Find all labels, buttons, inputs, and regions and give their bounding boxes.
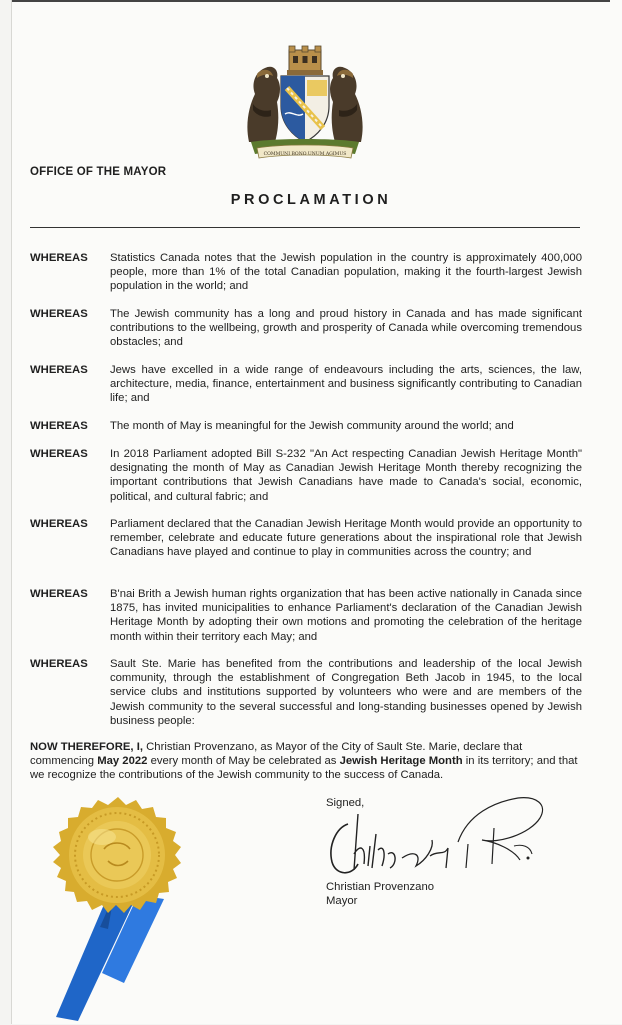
- now-therefore-lead: NOW THEREFORE, I,: [30, 741, 143, 753]
- declaration-text-2: every month of May be celebrated as: [147, 755, 340, 768]
- clause-text: Sault Ste. Marie has benefited from the contributions and leadership of the local Jewish community, through the establishment of Congregation Beth Jacob in 1945, to the local service clubs and institutions supported by volunteers who were and are members of the Jewish community to the several successful and long-standing businesses opened by Jewish business people:: [110, 658, 582, 727]
- gold-seal-with-ribbon: [38, 795, 198, 1025]
- clause-text: Statistics Canada notes that the Jewish population in the country is approximately 400,000 people, more than 1% of the total Canadian population, making it the fourth-largest Jewish population in the world; and: [110, 252, 582, 293]
- whereas-label: WHEREAS: [30, 420, 88, 432]
- page-title: PROCLAMATION: [230, 192, 392, 208]
- handwritten-signature: [318, 784, 554, 884]
- whereas-label: WHEREAS: [30, 588, 88, 600]
- page-top-edge: [12, 0, 610, 2]
- signatory-name: Christian Provenzano: [326, 881, 435, 893]
- signatory-block: [326, 880, 434, 908]
- signed-label: Signed,: [326, 797, 365, 809]
- signatory-title: Mayor: [326, 895, 358, 907]
- crest-motto: COMMUNI BONO UNUM AGIMUS: [263, 152, 347, 157]
- declaration-text-3: in its territory; and that we recognize the contributions of the Jewish community to the success of Canada.: [30, 755, 578, 782]
- whereas-label: WHEREAS: [30, 448, 88, 460]
- whereas-label: WHEREAS: [30, 518, 88, 530]
- declaration-text-1: Christian Provenzano, as Mayor of the City of Sault Ste. Marie, declare that commencing: [30, 741, 523, 768]
- blue-ribbon: [56, 893, 164, 1021]
- gold-seal: [53, 797, 181, 913]
- declaration-observance: Jewish Heritage Month: [339, 755, 463, 768]
- clause-text: The Jewish community has a long and proud history in Canada and has made significant contributions to the wellbeing, growth and prosperity of Canada while overcoming tremendous obstacles; and: [110, 308, 582, 349]
- now-therefore-declaration: [30, 740, 582, 783]
- clause-text: B'nai Brith a Jewish human rights organization that has been active nationally in Canada since 1875, has invited municipalities to enhance Parliament's declaration of the Canadian Jewish Heritage Month by adopting their own motions and promoting the celebration of the heritage month within their territory each May; and: [110, 588, 582, 643]
- office-heading: OFFICE OF THE MAYOR: [30, 166, 167, 178]
- city-crest-logo: [243, 44, 367, 162]
- clause-text: The month of May is meaningful for the Jewish community around the world; and: [110, 420, 514, 432]
- clause-text: In 2018 Parliament adopted Bill S-232 "An Act respecting Canadian Jewish Heritage Month" designating the month of May as Canadian Jewish Heritage Month thereby recognizing the important contributions that Jewish Canadians have made to Canada's social, economic, political, and cultural fabric; and: [110, 448, 582, 503]
- whereas-label: WHEREAS: [30, 658, 88, 670]
- left-lion-supporter: [247, 67, 280, 142]
- shield: [281, 76, 329, 142]
- castle-crown: [287, 46, 323, 75]
- clause-text: Parliament declared that the Canadian Jewish Heritage Month would provide an opportunity to remember, celebrate and educate future generations about the inspirational role that Jewish Canadians have played and continue to play in communities across the country; and: [110, 518, 582, 559]
- declaration-date: May 2022: [97, 755, 148, 768]
- whereas-label: WHEREAS: [30, 252, 88, 264]
- right-lion-supporter: [330, 67, 363, 142]
- clause-text: Jews have excelled in a wide range of endeavours including the arts, sciences, the law, architecture, media, finance, entertainment and business significantly contributing to Canadian life; and: [110, 364, 582, 405]
- title-divider: [30, 227, 580, 228]
- whereas-label: WHEREAS: [30, 308, 88, 320]
- whereas-label: WHEREAS: [30, 364, 88, 376]
